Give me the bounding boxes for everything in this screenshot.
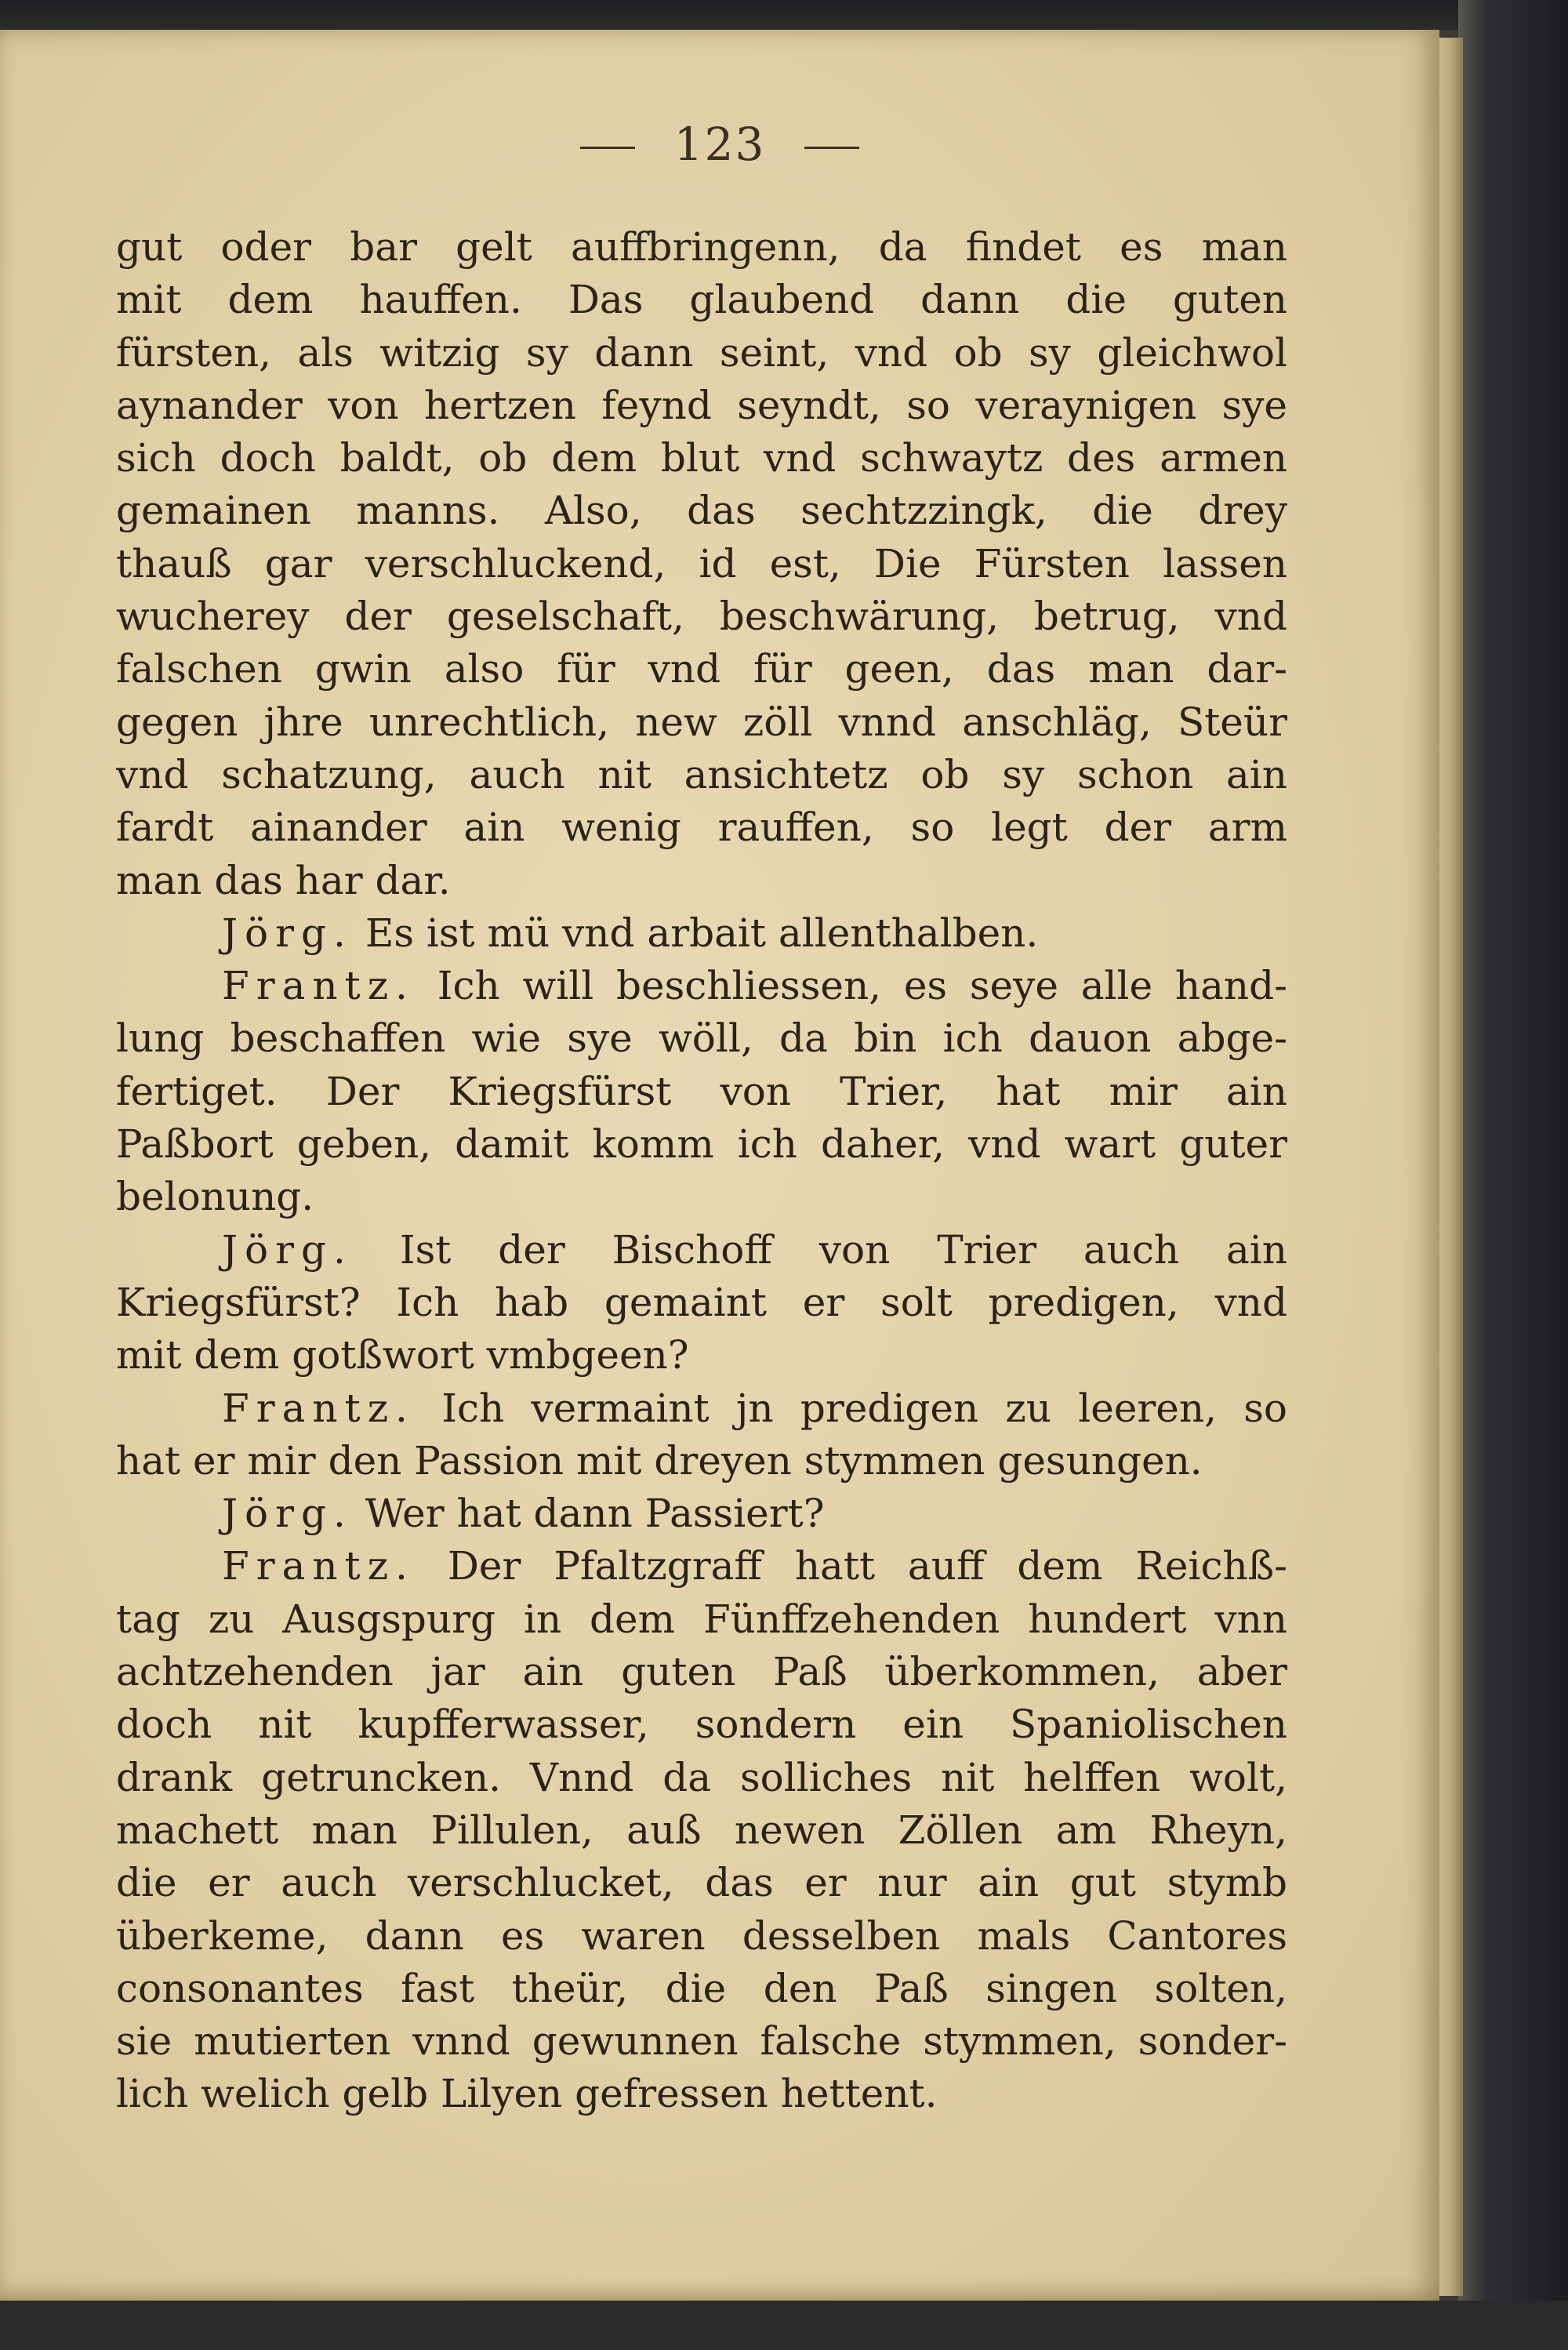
speaker-name: Jörg. xyxy=(222,1491,353,1537)
text-line xyxy=(116,1963,1287,2015)
line-text: sie mutierten vnnd gewunnen falsche stymmen, sonder- xyxy=(116,2018,1287,2065)
line-text: wucherey der geselschaft, beschwärung, betrug, vnd xyxy=(116,594,1287,640)
page-header xyxy=(0,118,1439,171)
header-dash-right xyxy=(804,147,859,149)
text-line xyxy=(116,1593,1287,1646)
text-line xyxy=(116,1646,1287,1698)
line-text: mit dem hauffen. Das glaubend dann die guten xyxy=(116,277,1287,323)
text-line xyxy=(116,1066,1287,1118)
line-text: Es ist mü vnd arbait allenthalben. xyxy=(365,910,1039,956)
text-line xyxy=(116,1752,1287,1804)
speaker-name: Frantz. xyxy=(222,963,415,1009)
line-text: Ich will beschliessen, es seye alle hand- xyxy=(437,963,1287,1009)
text-line xyxy=(116,590,1287,643)
text-line xyxy=(116,696,1287,749)
book-cover-edge xyxy=(1458,0,1568,2350)
text-line xyxy=(116,1224,1287,1277)
text-line xyxy=(116,221,1287,274)
text-line xyxy=(116,1487,1287,1540)
line-text: tag zu Ausgspurg in dem Fünffzehenden hundert vnn xyxy=(116,1596,1287,1642)
text-line xyxy=(116,1910,1287,1963)
text-line xyxy=(116,1171,1287,1223)
line-text: gut oder bar gelt auffbringenn, da findet es man xyxy=(116,224,1287,270)
line-text: aynander von hertzen feynd seyndt, so veraynigen sye xyxy=(116,382,1287,428)
line-text: thauß gar verschluckend, id est, Die Fürsten lassen xyxy=(116,540,1287,587)
line-text: fardt ainander ain wenig rauffen, so legt der arm xyxy=(116,805,1287,851)
text-line xyxy=(116,1540,1287,1593)
text-line xyxy=(116,2015,1287,2068)
line-text: doch nit kupfferwasser, sondern ein Spaniolischen xyxy=(116,1702,1287,1748)
text-line xyxy=(116,801,1287,854)
text-line xyxy=(116,907,1287,960)
line-text: fürsten, als witzig sy dann seint, vnd ob sy gleichwol xyxy=(116,329,1287,376)
line-text: man das har dar. xyxy=(116,857,451,903)
text-line xyxy=(116,1382,1287,1435)
line-text: lich welich gelb Lilyen gefressen hettent. xyxy=(116,2071,938,2117)
line-text: gemainen manns. Also, das sechtzzingk, die drey xyxy=(116,488,1287,534)
text-line xyxy=(116,2068,1287,2120)
text-line xyxy=(116,380,1287,432)
text-line xyxy=(116,855,1287,907)
text-line xyxy=(116,643,1287,696)
line-text: consonantes fast theür, die den Paß singen solten, xyxy=(116,1965,1287,2011)
text-line xyxy=(116,1012,1287,1065)
header-dash-left xyxy=(580,147,635,149)
line-text: Ist der Bischoff von Trier auch ain xyxy=(399,1226,1287,1273)
speaker-name: Jörg. xyxy=(222,910,353,956)
line-text: achtzehenden jar ain guten Paß überkommen, aber xyxy=(116,1649,1287,1695)
speaker-name: Frantz. xyxy=(222,1385,415,1431)
text-line xyxy=(116,1857,1287,1909)
text-line xyxy=(116,538,1287,590)
text-line xyxy=(116,1277,1287,1329)
line-text: belonung. xyxy=(116,1174,314,1220)
line-text: hat er mir den Passion mit dreyen stymmen gesungen. xyxy=(116,1437,1203,1484)
text-line xyxy=(116,485,1287,537)
text-line xyxy=(116,274,1287,326)
page-number: 123 xyxy=(673,118,766,171)
page-stack-edge xyxy=(1439,38,1463,2296)
line-text: Ich vermaint jn predigen zu leeren, so xyxy=(441,1385,1287,1431)
line-text: lung beschaffen wie sye wöll, da bin ich dauon abge- xyxy=(116,1015,1287,1062)
text-line xyxy=(116,749,1287,801)
line-text: falschen gwin also für vnd für geen, das man dar- xyxy=(116,646,1287,692)
line-text: überkeme, dann es waren desselben mals Cantores xyxy=(116,1912,1287,1959)
text-line xyxy=(116,327,1287,380)
line-text: Paßbort geben, damit komm ich daher, vnd wart guter xyxy=(116,1121,1287,1168)
line-text: fertiget. Der Kriegsfürst von Trier, hat mir ain xyxy=(116,1068,1287,1114)
line-text: gegen jhre unrechtlich, new zöll vnnd anschläg, Steür xyxy=(116,699,1287,745)
speaker-name: Frantz. xyxy=(222,1543,415,1589)
line-text: Kriegsfürst? Ich hab gemaint er solt predigen, vnd xyxy=(116,1279,1287,1325)
line-text: Der Pfaltzgraff hatt auff dem Reichß- xyxy=(447,1543,1287,1589)
book-cover-top xyxy=(0,0,1568,30)
line-text: mit dem gotßwort vmbgeen? xyxy=(116,1332,689,1378)
text-line xyxy=(116,1698,1287,1751)
line-text: Wer hat dann Passiert? xyxy=(365,1491,825,1537)
text-line xyxy=(116,960,1287,1012)
text-line xyxy=(116,432,1287,485)
text-line xyxy=(116,1435,1287,1487)
book-bottom-edge xyxy=(0,2301,1568,2350)
line-text: vnd schatzung, auch nit ansichtetz ob sy schon ain xyxy=(116,751,1287,797)
line-text: machett man Pillulen, auß newen Zöllen am Rheyn, xyxy=(116,1807,1287,1853)
line-text: sich doch baldt, ob dem blut vnd schwaytz des armen xyxy=(116,435,1287,481)
text-line xyxy=(116,1329,1287,1382)
speaker-name: Jörg. xyxy=(222,1226,353,1273)
text-line xyxy=(116,1804,1287,1857)
line-text: die er auch verschlucket, das er nur ain gut stymb xyxy=(116,1860,1287,1906)
line-text: drank getruncken. Vnnd da solliches nit helffen wolt, xyxy=(116,1754,1287,1800)
page-text xyxy=(116,221,1287,2121)
text-line xyxy=(116,1118,1287,1171)
